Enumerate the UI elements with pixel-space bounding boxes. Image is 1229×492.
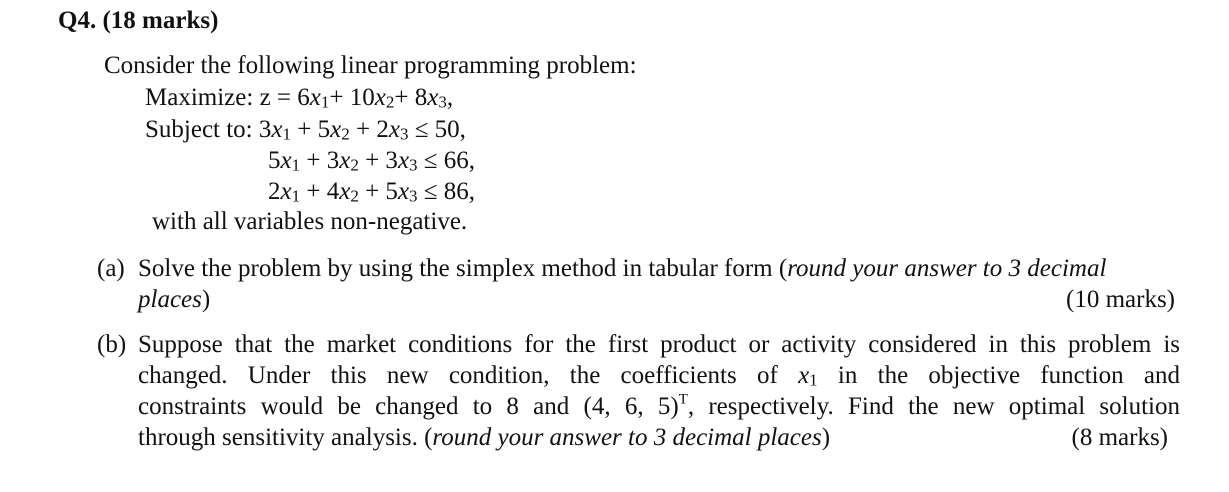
part-a-text-italic: round your answer to 3 decimal places [138,255,1107,313]
c2-coef-b: + 3 [300,147,340,174]
part-b-line-2-post: in the objective function and [817,362,1180,389]
constraint-1: Subject to: $3x_1 + 5x_2 + 2x_3 \le 50$, [145,116,466,144]
part-b-line-4-pre: through sensitivity analysis. ( [138,424,433,451]
constraint-2: $5x_1 + 3x_2 + 3x_3 \le 66$, [268,147,476,175]
obj-coef-3: + 8 [394,84,428,111]
obj-coef-1: 6 [297,84,310,111]
part-b-marks: (8 marks) [1071,424,1168,451]
c1-coef-b: + 5 [291,116,331,143]
problem-intro: Consider the following linear programming problem: [104,52,637,79]
part-b-line-4-italic: round your answer to 3 decimal places [432,424,822,451]
c2-coef-c: + 3 [358,147,398,174]
constraints-label: Subject to: [145,116,259,143]
part-a-text [138,253,1180,315]
part-a-text-pre: Solve the problem by using the simplex method in tabular form ( [138,255,788,282]
c3-coef-c: + 5 [358,178,398,205]
objective-label: Maximize: [145,84,260,111]
part-b-line-4 [138,422,1180,453]
part-a-text-post: ) [201,286,211,313]
part-b-line-3 [138,391,1180,422]
obj-end: , [446,84,454,111]
constraint-3: $2x_1 + 4x_2 + 5x_3 \le 86$, [268,178,476,206]
c2-coef-a: 5 [268,147,281,174]
part-b-line-2 [138,360,1180,391]
part-b-line-3-pre: constraints would be changed to 8 and (4, 6, 5) [138,393,679,420]
part-b-var-sub: 1 [809,370,818,390]
part-b-line-4-post: ) [821,424,831,451]
objective-z: z = [259,84,298,111]
part-b-text [138,329,1180,453]
part-a-marks: (10 marks) [1066,286,1175,313]
c2-rhs: ≤ 66, [417,147,476,174]
part-b-line-2-pre: changed. Under this new condition, the coefficients of [138,362,799,389]
c3-coef-b: + 4 [300,178,340,205]
c1-coef-a: 3 [258,116,272,143]
part-b-transpose: T [678,391,688,408]
part-b-label: (b) [97,331,127,358]
part-b-line-3-post: , respectively. Find the new optimal solution [687,393,1181,420]
c1-rhs: ≤ 50, [408,116,466,143]
part-b-line-1: Suppose that the market conditions for the first product or activity considered in this problem is [138,331,1180,358]
objective-function: Maximize: $z = 6x_1+ 10x_2+ 8x_3$, [145,84,454,112]
c3-rhs: ≤ 86, [417,178,476,205]
part-a-label: (a) [97,255,125,282]
question-heading: Q4. (18 marks) [58,7,219,34]
c1-coef-c: + 2 [349,116,389,143]
obj-coef-2: + 10 [329,84,375,111]
c3-coef-a: 2 [268,178,281,205]
part-b-var: x [798,362,810,389]
nonnegativity-statement: with all variables non-negative. [152,208,468,235]
